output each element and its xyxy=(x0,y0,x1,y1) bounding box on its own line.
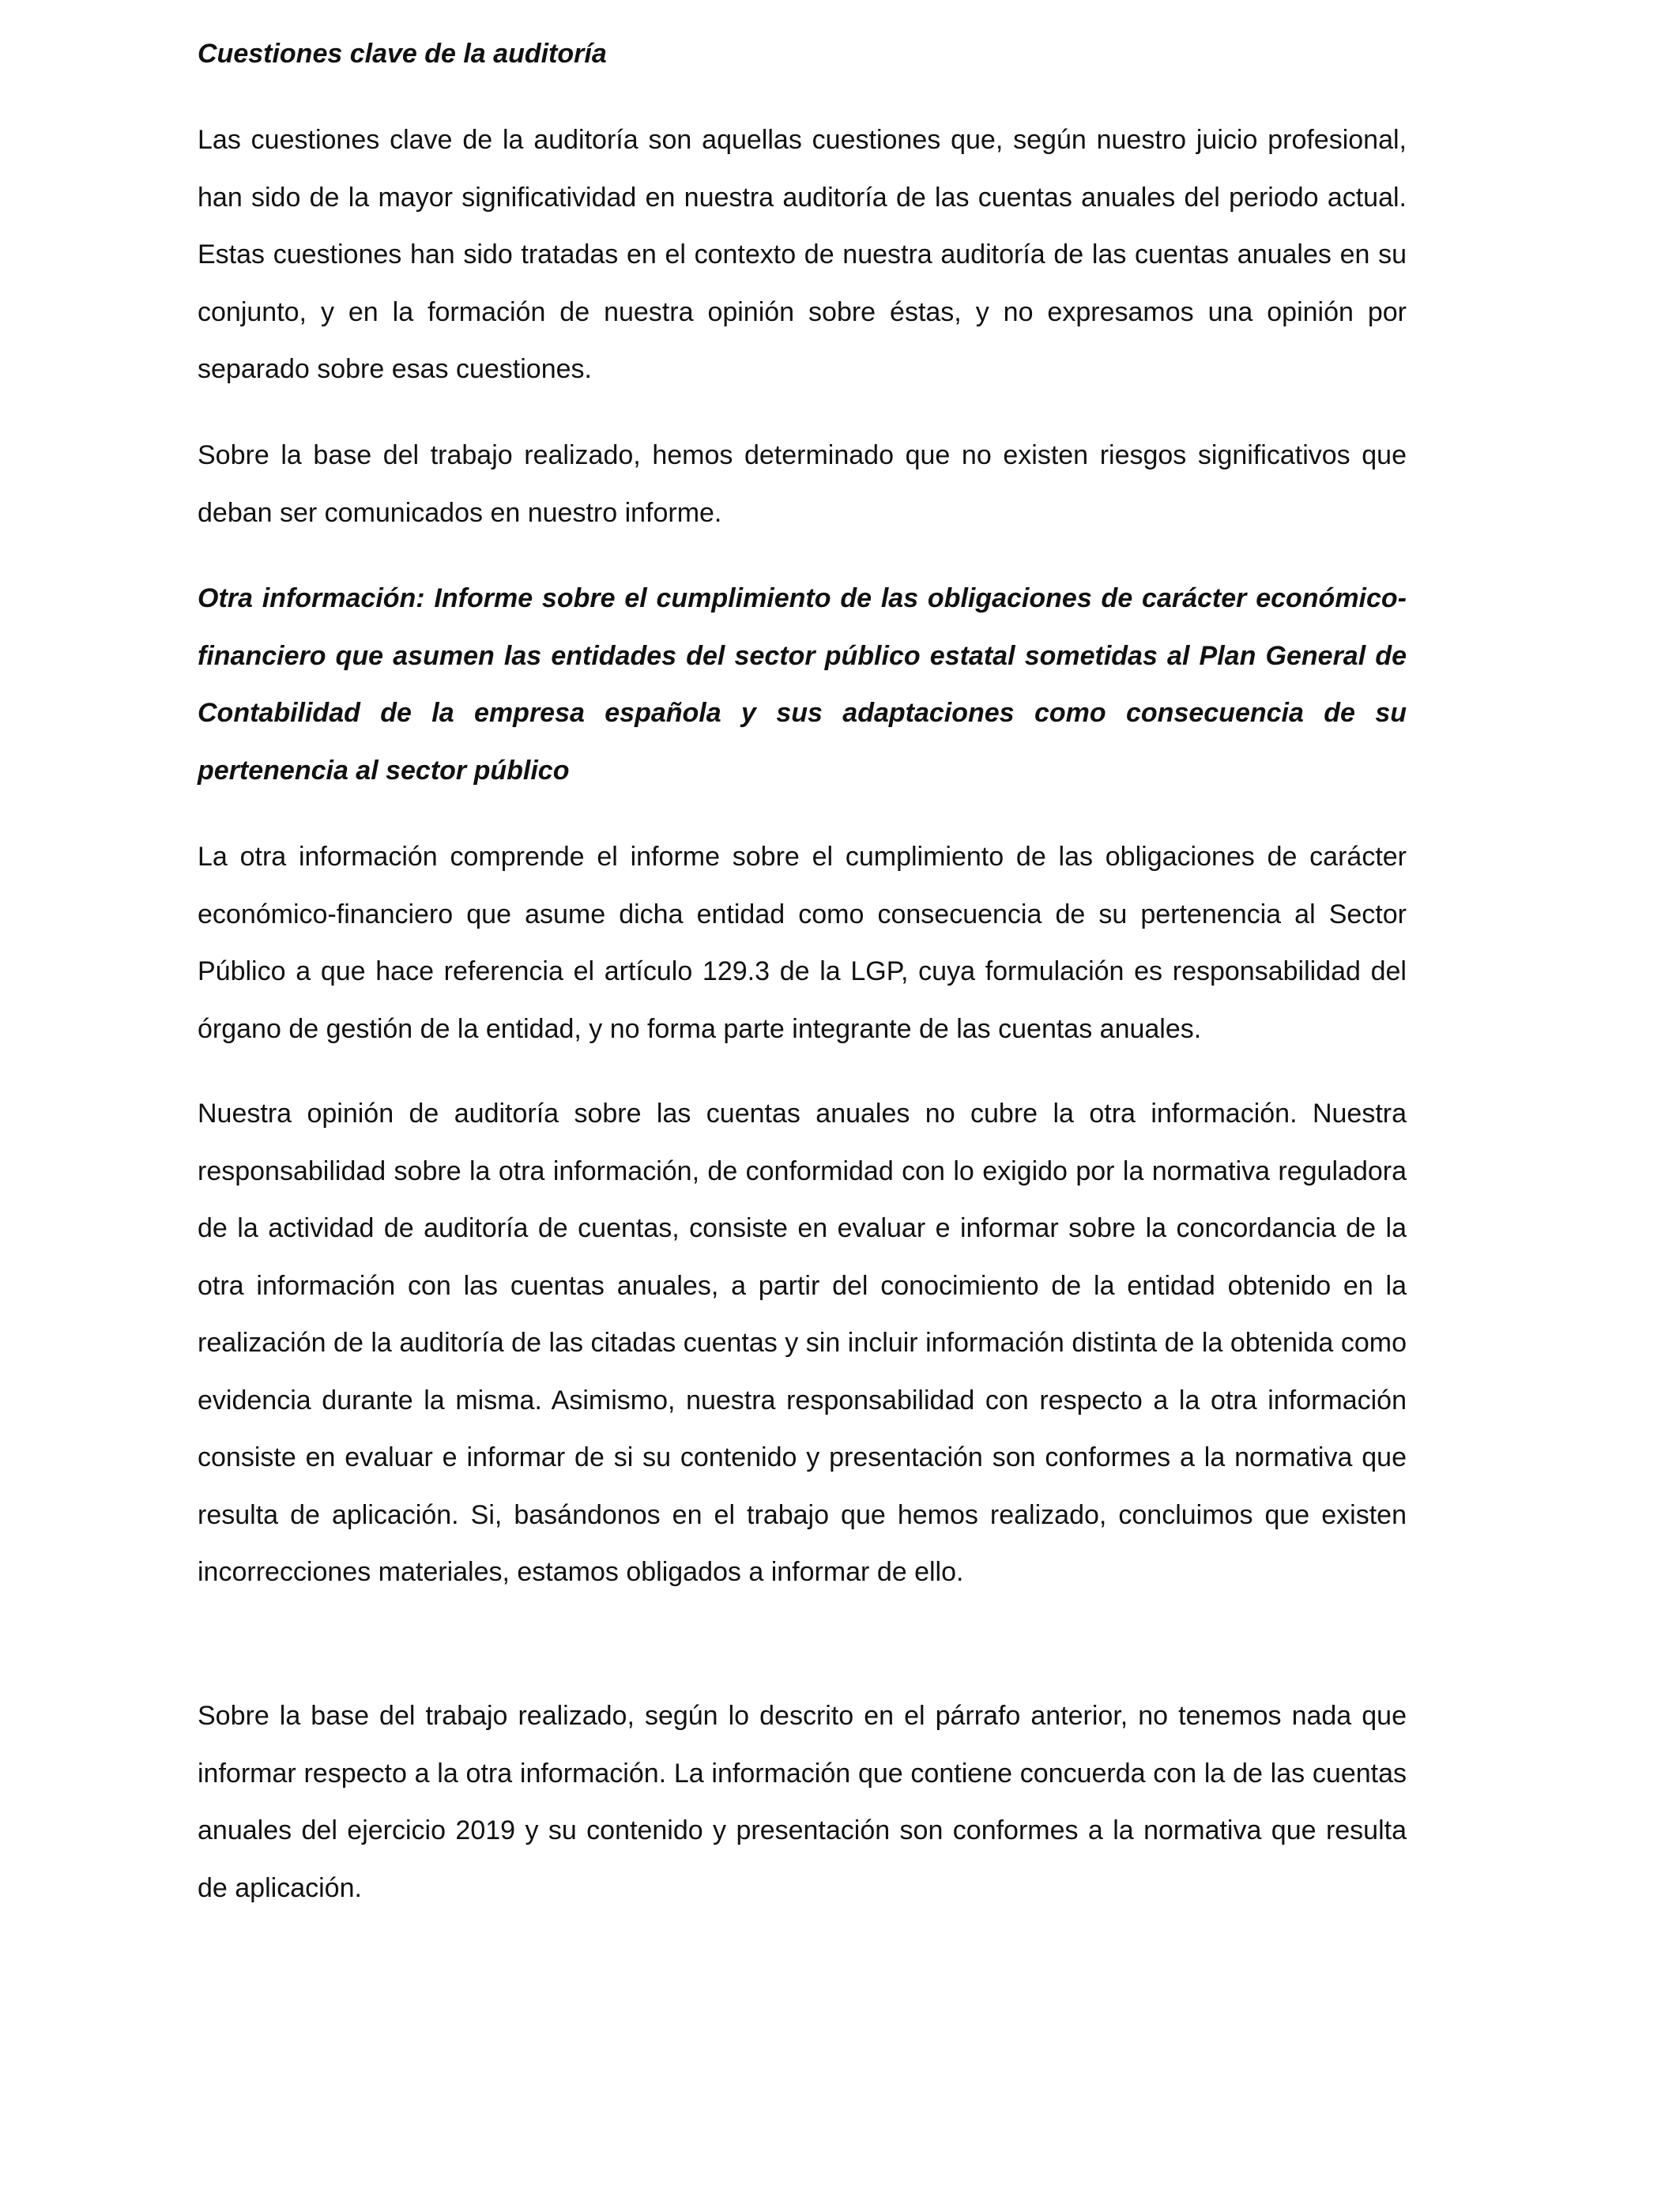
paragraph-other-information-scope: La otra información comprende el informe sobre el cumplimiento de las obligaciones de carácter económico-financiero que asume dicha entidad como consecuencia de su pertenencia al Sector Público a que hace referencia el artículo 129.3 de la LGP, cuya formulación es responsabilidad del órgano de gestión de la entidad, y no forma parte integrante de las cuentas anuales. xyxy=(198,842,1407,1044)
paragraph-auditor-responsibility: Nuestra opinión de auditoría sobre las cuentas anuales no cubre la otra información. Nuestra responsabilidad sobre la otra información, de conformidad con lo exigido por la normativa reguladora de la actividad de auditoría de cuentas, consiste en evaluar e informar sobre la concordancia de la otra información con las cuentas anuales, a partir del conocimiento de la entidad obtenido en la realización de la auditoría de las citadas cuentas y sin incluir información distinta de la obtenida como evidencia durante la misma. Asimismo, nuestra responsabilidad con respecto a la otra información consiste en evaluar e informar de si su contenido y presentación son conformes a la normativa que resulta de aplicación. Si, basándonos en el trabajo que hemos realizado, concluimos que existen incorrecciones materiales, estamos obligados a informar de ello. xyxy=(198,1099,1407,1587)
section-heading-other-information: Otra información: Informe sobre el cumplimiento de las obligaciones de carácter económico-financiero que asumen las entidades del sector público estatal sometidas al Plan General de Contabilidad de la empresa española y sus adaptaciones como consecuencia de su pertenencia al sector público xyxy=(198,583,1407,786)
section-heading-key-audit-matters: Cuestiones clave de la auditoría xyxy=(198,39,607,69)
paragraph-key-audit-matters-definition: Las cuestiones clave de la auditoría son aquellas cuestiones que, según nuestro juicio profesional, han sido de la mayor significatividad en nuestra auditoría de las cuentas anuales del periodo actual. Estas cuestiones han sido tratadas en el contexto de nuestra auditoría de las cuentas anuales en su conjunto, y en la formación de nuestra opinión sobre éstas, y no expresamos una opinión por separado sobre esas cuestiones. xyxy=(198,125,1407,384)
paragraph-conclusion: Sobre la base del trabajo realizado, según lo descrito en el párrafo anterior, no tenemos nada que informar respecto a la otra información. La información que contiene concuerda con la de las cuentas anuales del ejercicio 2019 y su contenido y presentación son conformes a la normativa que resulta de aplicación. xyxy=(198,1701,1407,1903)
paragraph-no-significant-risks: Sobre la base del trabajo realizado, hemos determinado que no existen riesgos significativos que deban ser comunicados en nuestro informe. xyxy=(198,440,1407,528)
